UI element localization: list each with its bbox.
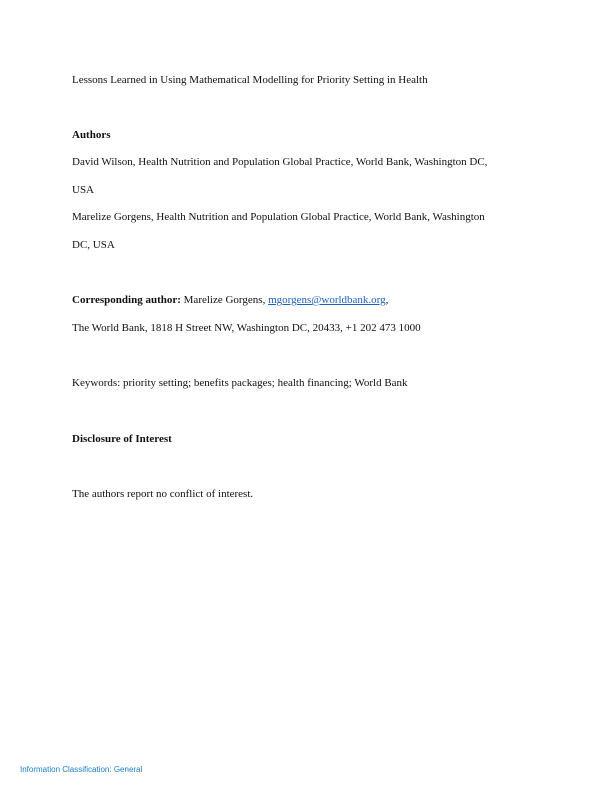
document-title: Lessons Learned in Using Mathematical Modelling for Priority Setting in Health (72, 74, 428, 86)
keywords-line: Keywords: priority setting; benefits packages; health financing; World Bank (72, 377, 408, 389)
authors-heading: Authors (72, 129, 111, 141)
corresponding-author-label: Corresponding author: (72, 294, 181, 306)
author-1-affiliation-line-1: David Wilson, Health Nutrition and Population Global Practice, World Bank, Washington DC, (72, 156, 488, 168)
corresponding-author-line (72, 293, 388, 307)
disclosure-statement: The authors report no conflict of interest. (72, 488, 254, 500)
corresponding-email-link[interactable]: mgorgens@worldbank.org (268, 294, 386, 306)
corresponding-address: The World Bank, 1818 H Street NW, Washington DC, 20433, +1 202 473 1000 (72, 322, 421, 334)
disclosure-heading: Disclosure of Interest (72, 433, 172, 445)
classification-footer: Information Classification: General (20, 765, 143, 774)
corresponding-author-name: Marelize Gorgens, (180, 294, 269, 306)
author-2-affiliation-line-2: DC, USA (72, 239, 115, 251)
author-2-affiliation-line-1: Marelize Gorgens, Health Nutrition and Population Global Practice, World Bank, Washington (72, 211, 485, 223)
corresponding-trailing-comma: , (385, 294, 389, 306)
author-1-affiliation-line-2: USA (72, 184, 95, 196)
